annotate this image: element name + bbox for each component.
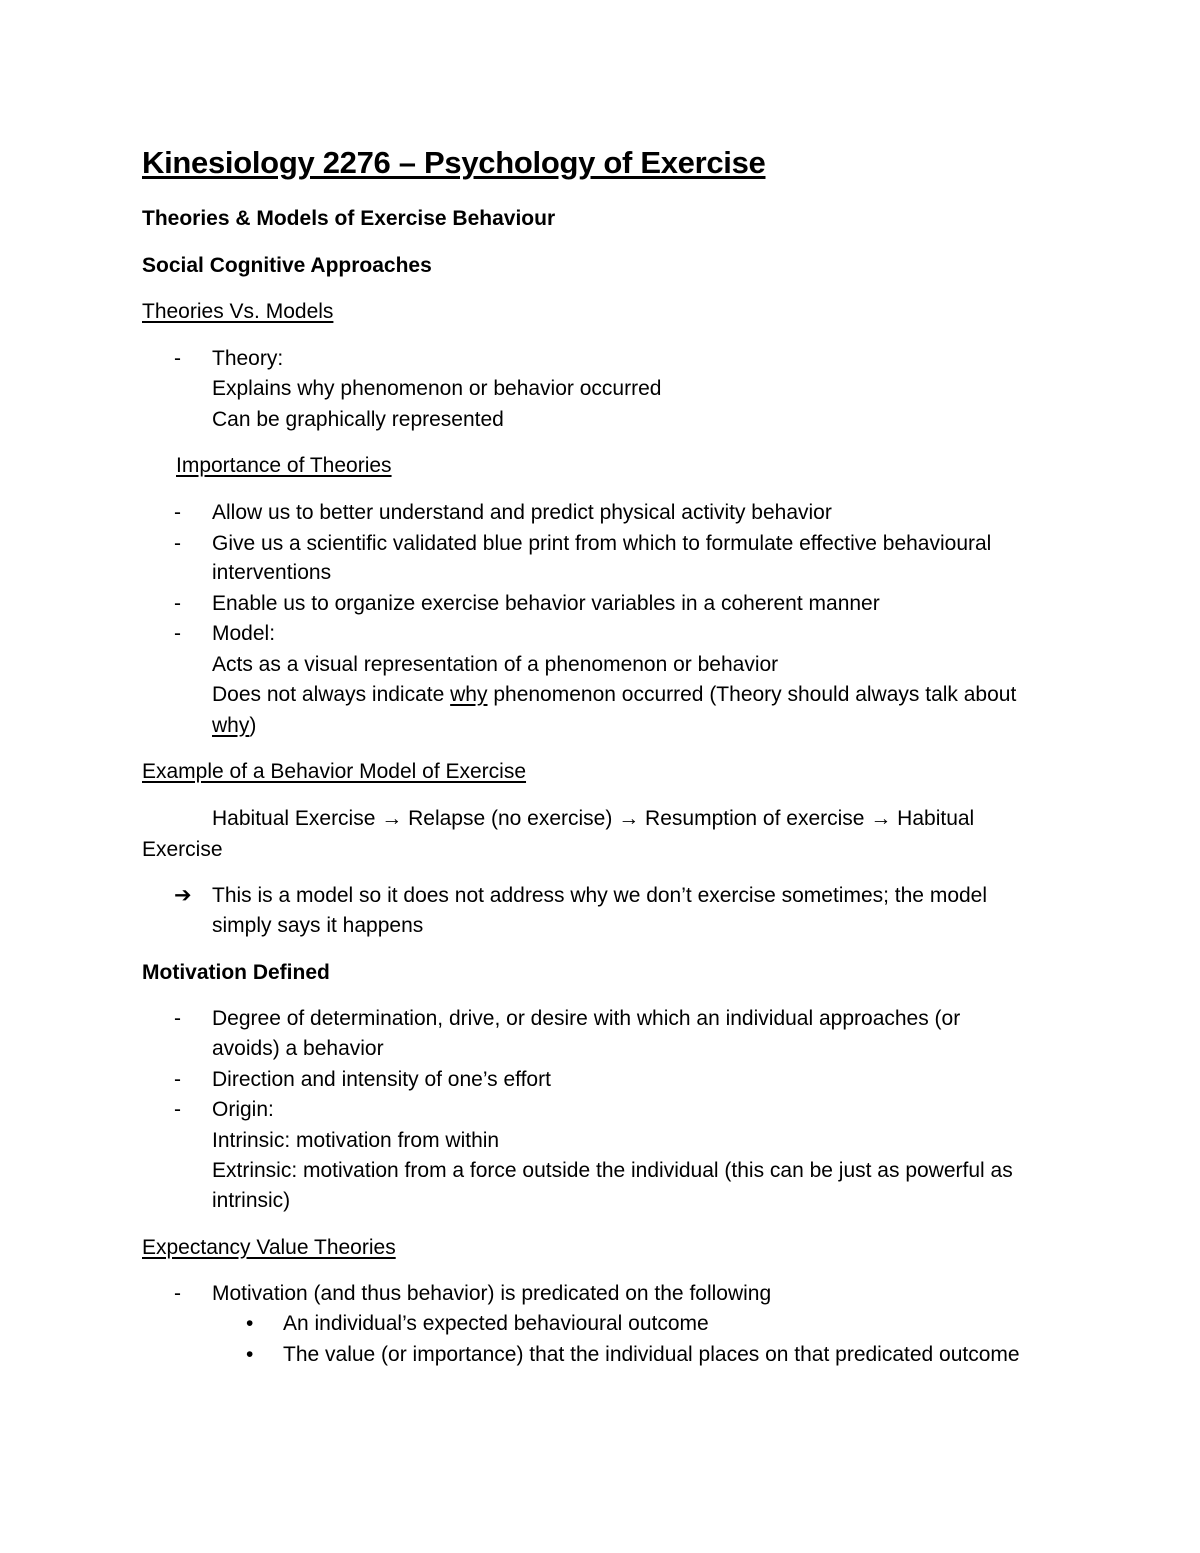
importance-item-cont: interventions [212, 561, 332, 584]
model-line-end [212, 715, 256, 736]
bullet-dash: - [174, 592, 181, 615]
model-note: This is a model so it does not address why we don’t exercise sometimes; the model [212, 884, 988, 907]
heading-expectancy-value: Expectancy Value Theories [142, 1236, 396, 1259]
bullet-dash: - [174, 532, 181, 555]
bullet-dash: - [174, 1282, 181, 1305]
expectancy-sub-item: The value (or importance) that the individual places on that predicated outcome [283, 1343, 1020, 1366]
flow-step: Relapse (no exercise) [408, 807, 613, 830]
model-line-post: phenomenon occurred (Theory should always talk about [487, 683, 1017, 706]
heading-example-behavior-model: Example of a Behavior Model of Exercise [142, 760, 527, 783]
model-note: simply says it happens [212, 914, 424, 937]
model-line-pre: Does not always indicate [212, 683, 451, 706]
origin-line: Intrinsic: motivation from within [212, 1129, 500, 1152]
motivation-item: Direction and intensity of one’s effort [212, 1068, 551, 1091]
theory-line: Explains why phenomenon or behavior occurred [212, 377, 662, 400]
bullet-dash: - [174, 622, 181, 645]
model-label: Model: [212, 622, 276, 645]
arrow-bullet-icon: ➔ [174, 884, 192, 907]
origin-label: Origin: [212, 1098, 274, 1121]
heading-theories-vs-models: Theories Vs. Models [142, 300, 334, 323]
model-line-why [212, 684, 1016, 705]
flow-continuation: Exercise [142, 838, 223, 861]
expectancy-sub-item: An individual’s expected behavioural outcome [283, 1312, 709, 1335]
heading-importance-of-theories: Importance of Theories [176, 454, 392, 477]
theory-line: Can be graphically represented [212, 408, 504, 431]
bullet-dash: - [174, 347, 181, 370]
document-title: Kinesiology 2276 – Psychology of Exercise [142, 145, 766, 180]
bullet-dot: • [246, 1312, 254, 1335]
bullet-dot: • [246, 1343, 254, 1366]
model-flow [212, 808, 974, 829]
heading-theories-models: Theories & Models of Exercise Behaviour [142, 207, 556, 230]
bullet-dash: - [174, 1007, 181, 1030]
why-underlined: why [450, 683, 488, 706]
importance-item: Give us a scientific validated blue print from which to formulate effective behavioural [212, 532, 992, 555]
right-arrow-icon: → [870, 807, 892, 830]
bullet-dash: - [174, 1098, 181, 1121]
importance-item: Allow us to better understand and predict physical activity behavior [212, 501, 832, 524]
bullet-dash: - [174, 501, 181, 524]
flow-step: Resumption of exercise [645, 807, 865, 830]
heading-motivation-defined: Motivation Defined [142, 961, 330, 984]
flow-step: Habitual [897, 807, 975, 830]
origin-line-cont: intrinsic) [212, 1189, 291, 1212]
heading-social-cognitive: Social Cognitive Approaches [142, 254, 432, 277]
expectancy-item: Motivation (and thus behavior) is predicated on the following [212, 1282, 772, 1305]
importance-item: Enable us to organize exercise behavior variables in a coherent manner [212, 592, 880, 615]
model-line: Acts as a visual representation of a phenomenon or behavior [212, 653, 779, 676]
bullet-dash: - [174, 1068, 181, 1091]
right-arrow-icon: → [381, 807, 403, 830]
theory-label: Theory: [212, 347, 284, 370]
flow-step: Habitual Exercise [212, 807, 376, 830]
closing-paren: ) [249, 714, 257, 737]
motivation-item-cont: avoids) a behavior [212, 1037, 384, 1060]
why-underlined: why [212, 714, 250, 737]
motivation-item: Degree of determination, drive, or desire with which an individual approaches (or [212, 1007, 961, 1030]
right-arrow-icon: → [618, 807, 640, 830]
origin-line: Extrinsic: motivation from a force outside the individual (this can be just as powerful as [212, 1159, 1013, 1182]
